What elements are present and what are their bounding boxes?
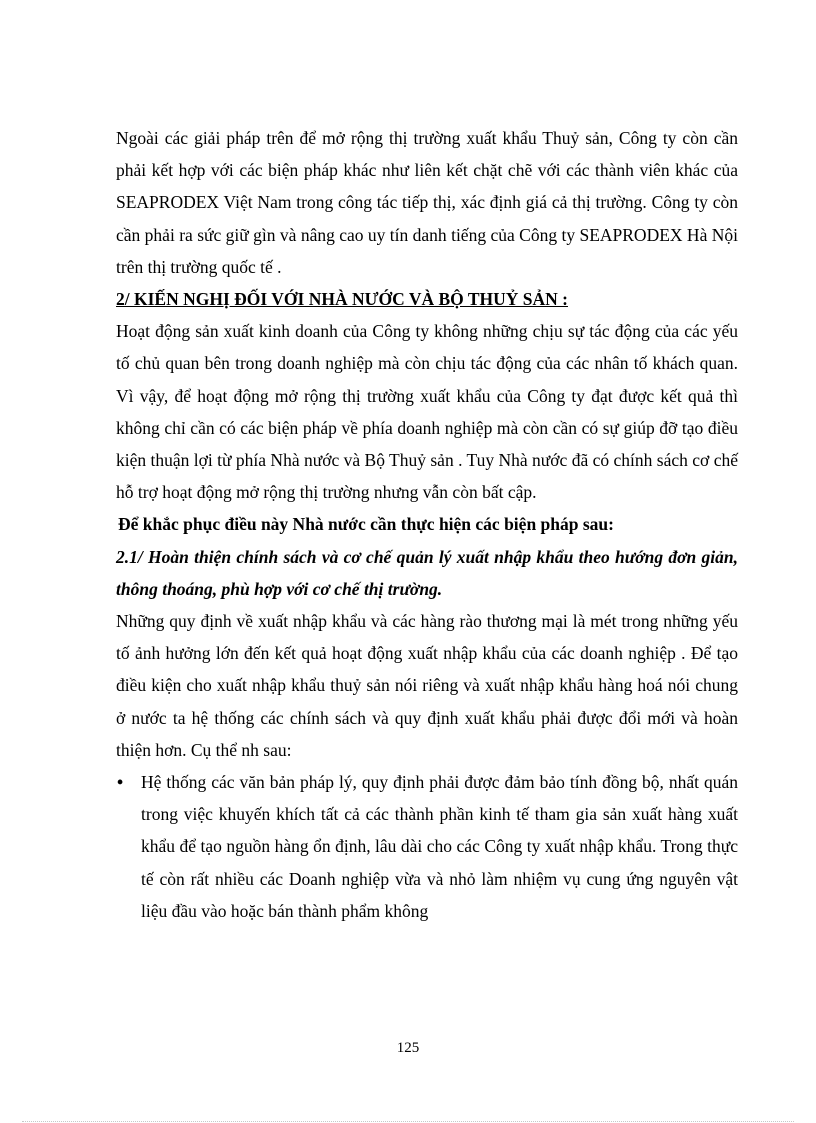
subsection-heading: 2.1/ Hoàn thiện chính sách và cơ chế quản lý xuất nhập khẩu theo hướng đơn giản, thông thoáng, phù hợp với cơ chế thị trường. xyxy=(116,546,738,599)
bullet-text: Hệ thống các văn bản pháp lý, quy định phải được đảm bảo tính đồng bộ, nhất quán trong việc khuyến khích tất cả các thành phần kinh tế tham gia sản xuất hàng xuất khẩu để tạo nguồn hàng ổn định, lâu dài cho các Công ty xuất nhập khẩu. Trong thực tế còn rất nhiều các Doanh nghiệp vừa và nhỏ làm nhiệm vụ cung ứng nguyên vật liệu đầu vào hoặc bán thành phẩm không xyxy=(141,772,738,921)
list-item xyxy=(116,766,738,927)
page-bottom-divider xyxy=(22,1121,794,1122)
lead-sentence: Để khắc phục điều này Nhà nước cần thực hiện các biện pháp sau: xyxy=(118,514,614,535)
paragraph-market-expansion: Ngoài các giải pháp trên để mở rộng thị trường xuất khẩu Thuỷ sản, Công ty còn cần phải kết hợp với các biện pháp khác như liên kết chặt chẽ với các thành viên khác của SEAPRODEX Việt Nam trong công tác tiếp thị, xác định giá cả thị trường. Công ty còn cần phải ra sức giữ gìn và nâng cao uy tín danh tiếng của Công ty SEAPRODEX Hà Nội trên thị trường quốc tế . xyxy=(116,128,738,277)
section-heading: 2/ KIẾN NGHỊ ĐỐI VỚI NHÀ NƯỚC VÀ BỘ THUỶ SẢN : xyxy=(116,289,568,310)
page-number: 125 xyxy=(396,1040,420,1056)
bullet-marker: • xyxy=(117,772,124,793)
bullet-list xyxy=(116,766,738,927)
paragraph-import-export-rules: Những quy định về xuất nhập khẩu và các hàng rào thương mại là mét trong những yếu tố ảnh hưởng lớn đến kết quả hoạt động xuất nhập khẩu của các doanh nghiệp . Để tạo điều kiện cho xuất nhập khẩu thuỷ sản nói riêng và xuất nhập khẩu hàng hoá nói chung ở nước ta hệ thống các chính sách và quy định xuất khẩu phải được đổi mới và hoàn thiện hơn. Cụ thể nh sau: xyxy=(116,611,738,760)
paragraph-external-factors: Hoạt động sản xuất kinh doanh của Công ty không những chịu sự tác động của các yếu tố chủ quan bên trong doanh nghiệp mà còn chịu tác động của các nhân tố khách quan. Vì vậy, để hoạt động mở rộng thị trường xuất khẩu của Công ty đạt được kết quả thì không chỉ cần có các biện pháp về phía doanh nghiệp mà còn cần có sự giúp đỡ tạo điều kiện thuận lợi từ phía Nhà nước và Bộ Thuỷ sản . Tuy Nhà nước đã có chính sách cơ chế hỗ trợ hoạt động mở rộng thị trường nhưng vẫn còn bất cập. xyxy=(116,321,738,503)
document-body xyxy=(116,122,738,927)
